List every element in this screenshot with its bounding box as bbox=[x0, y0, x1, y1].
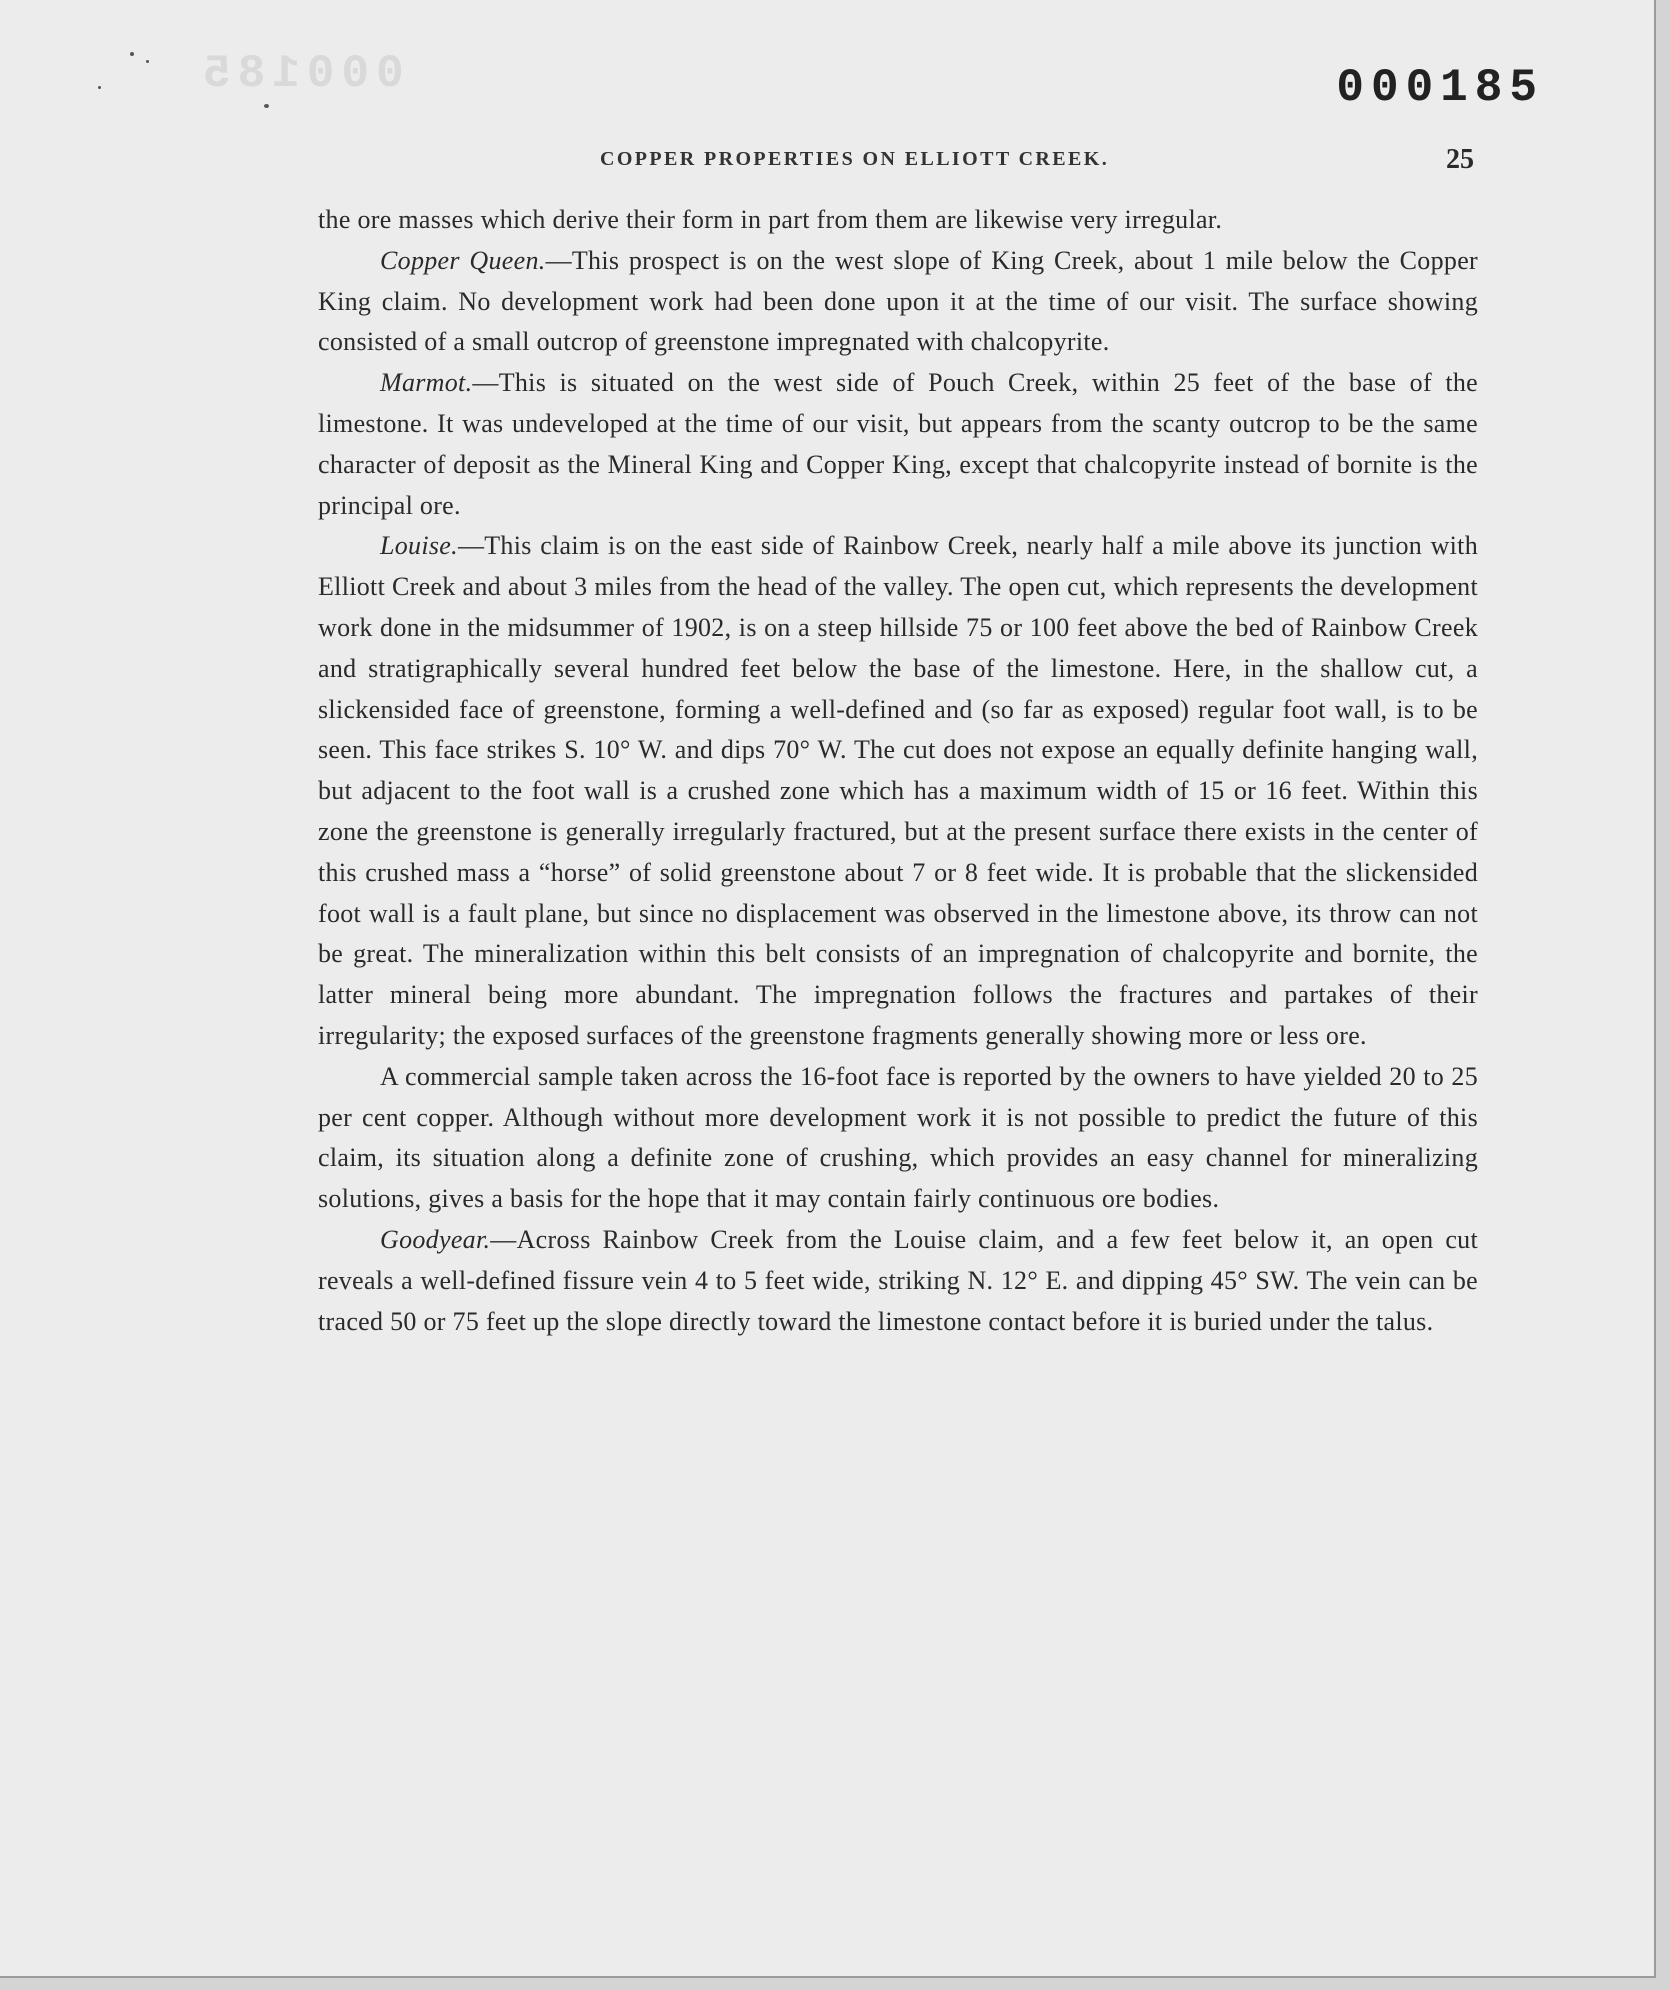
louise-text: —This claim is on the east side of Rainbow Creek, nearly half a mile above its junction with Elliott Creek and about 3 miles from the head of the valley. The open cut, which represents the development work done in the midsummer of 1902, is on a steep hillside 75 or 100 feet above the bed of Rainbow Creek and stratigraphically several hundred feet below the base of the limestone. Here, in the shallow cut, a slickensided face of greenstone, forming a well-defined and (so far as exposed) regular foot wall, is to be seen. This face strikes S. 10° W. and dips 70° W. The cut does not expose an equally definite hanging wall, but adjacent to the foot wall is a crushed zone which has a maximum width of 15 or 16 feet. Within this zone the greenstone is generally irregularly fractured, but at the present surface there exists in the center of this crushed mass a “horse” of solid greenstone about 7 or 8 feet wide. It is probable that the slickensided foot wall is a fault plane, but since no displacement was observed in the limestone above, its throw can not be great. The mineralization within this belt consists of an impregnation of chalcopyrite and bornite, the latter mineral being more abundant. The impregnation follows the fractures and partakes of their irregularity; the exposed surfaces of the greenstone fragments generally showing more or less ore. bbox=[318, 531, 1478, 1050]
speck-mark bbox=[264, 104, 269, 108]
speck-mark bbox=[98, 86, 101, 89]
goodyear-text: —Across Rainbow Creek from the Louise claim, and a few feet below it, an open cut reveals a well-defined fissure vein 4 to 5 feet wide, striking N. 12° E. and dipping 45° SW. The vein can be traced 50 or 75 feet up the slope directly toward the limestone contact before it is buried under the talus. bbox=[318, 1224, 1478, 1336]
bleed-through-stamp: 000185 bbox=[196, 48, 404, 100]
copper-queen-text: —This prospect is on the west slope of King Creek, about 1 mile below the Copper King claim. No development work had been done upon it at the time of our visit. The surface showing consisted of a small outcrop of greenstone impregnated with chalcopyrite. bbox=[318, 245, 1478, 357]
claim-name-goodyear: Goodyear. bbox=[380, 1224, 491, 1254]
body-text bbox=[318, 200, 1478, 1342]
running-head: COPPER PROPERTIES ON ELLIOTT CREEK. bbox=[600, 148, 1110, 170]
page-number: 25 bbox=[1446, 144, 1474, 175]
claim-name-marmot: Marmot. bbox=[380, 368, 473, 398]
document-control-number: 000185 bbox=[1336, 62, 1544, 114]
speck-mark bbox=[146, 60, 149, 63]
marmot-text: —This is situated on the west side of Pouch Creek, within 25 feet of the base of the limestone. It was undeveloped at the time of our visit, but appears from the scanty outcrop to be the same character of deposit as the Mineral King and Copper King, except that chalcopyrite instead of bornite is the principal ore. bbox=[318, 368, 1478, 520]
goodyear-paragraph bbox=[318, 1220, 1478, 1342]
claim-name-copper-queen: Copper Queen. bbox=[380, 245, 546, 275]
claim-name-louise: Louise. bbox=[380, 531, 458, 561]
opening-paragraph: the ore masses which derive their form in part from them are likewise very irregular. bbox=[318, 205, 1223, 234]
copper-queen-paragraph bbox=[318, 241, 1478, 363]
marmot-paragraph bbox=[318, 363, 1478, 526]
commercial-sample-paragraph: A commercial sample taken across the 16-foot face is reported by the owners to have yielded 20 to 25 per cent copper. Although without more development work it is not possible to predict the future of this claim, its situation along a definite zone of crushing, which provides an easy channel for mineralizing solutions, gives a basis for the hope that it may contain fairly continuous ore bodies. bbox=[318, 1061, 1478, 1214]
speck-mark bbox=[130, 52, 134, 56]
louise-paragraph bbox=[318, 526, 1478, 1056]
